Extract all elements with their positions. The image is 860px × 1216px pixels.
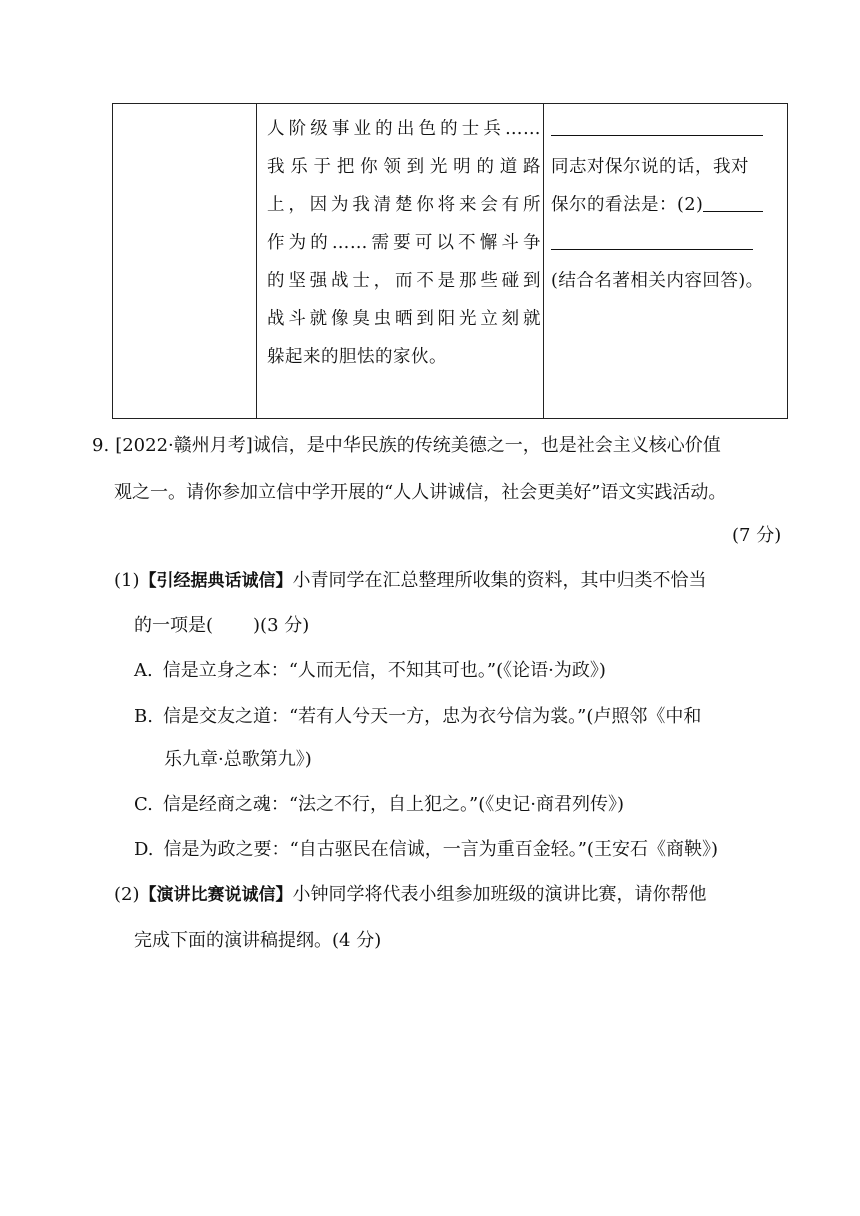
question-number: 9.	[92, 435, 110, 456]
option-text: 信是立身之本：“人而无信，不知其可也。”(《论语·为政》)	[162, 660, 606, 681]
quote-line: 躲起来的胆怯的家伙。	[267, 347, 447, 367]
option-letter: D.	[134, 839, 154, 860]
answer-table	[112, 103, 788, 419]
part2-line2: 完成下面的演讲稿提纲。(4 分)	[134, 930, 382, 951]
quote-line: 作为的……需要可以不懈斗争	[267, 233, 541, 253]
answer-line: (结合名著相关内容回答)。	[551, 271, 764, 291]
question-text: [2022·赣州月考]诚信，是中华民族的传统美德之一，也是社会主义核心价值	[115, 435, 721, 456]
option-b-continued: 乐九章·总歌第九》)	[164, 749, 312, 770]
question-9-line2: 观之一。请你参加立信中学开展的“人人讲诚信，社会更美好”语文实践活动。	[114, 482, 727, 503]
question-9-line1	[92, 434, 721, 458]
part1-prompt: 的一项是(	[134, 615, 214, 636]
answer-blank-row	[551, 110, 787, 148]
option-text: 信是为政之要：“自古驱民在信诚，一言为重百金轻。”(王安石《商鞅》)	[163, 839, 718, 860]
quote-line: 战斗就像臭虫晒到阳光立刻就	[267, 309, 541, 329]
quote-line: 我乐于把你领到光明的道路	[267, 157, 541, 177]
option-d	[134, 838, 718, 862]
option-text: 信是交友之道：“若有人兮天一方，忠为衣兮信为裳。”(卢照邻《中和	[162, 706, 702, 727]
part2-title: 【演讲比赛说诚信】	[139, 885, 293, 905]
part2-line1	[114, 883, 707, 907]
part1-label: (1)	[114, 570, 140, 591]
option-a	[134, 659, 606, 683]
answer-blank[interactable]	[551, 115, 763, 136]
table-divider-left	[256, 104, 257, 418]
option-c	[134, 793, 624, 817]
option-letter: C.	[134, 794, 153, 815]
question-score: (7 分)	[732, 525, 782, 546]
answer-blank[interactable]	[551, 229, 753, 250]
answer-line-with-blank	[551, 186, 787, 224]
option-b	[134, 705, 701, 729]
part1-line1	[114, 569, 707, 593]
part1-line2	[134, 614, 309, 638]
part1-text: 小青同学在汇总整理所收集的资料，其中归类不恰当	[292, 570, 707, 591]
quote-line: 人阶级事业的出色的士兵……	[267, 119, 541, 139]
answer-blank[interactable]	[703, 191, 763, 212]
quote-line: 的坚强战士，而不是那些碰到	[267, 271, 541, 291]
table-cell-answer	[551, 110, 787, 300]
part2-text: 小钟同学将代表小组参加班级的演讲比赛，请你帮他	[292, 884, 707, 905]
table-divider-right	[543, 104, 544, 418]
answer-blank-row	[551, 224, 787, 262]
part1-title: 【引经据典话诚信】	[139, 571, 293, 591]
option-letter: B.	[134, 706, 153, 727]
answer-prompt: 保尔的看法是：(2)	[551, 195, 704, 215]
part2-label: (2)	[114, 884, 140, 905]
table-cell-quote	[267, 110, 541, 376]
option-text: 信是经商之魂：“法之不行，自上犯之。”(《史记·商君列传》)	[162, 794, 625, 815]
option-letter: A.	[134, 660, 153, 681]
part1-score: )(3 分)	[253, 615, 310, 636]
answer-line: 同志对保尔说的话，我对	[551, 157, 749, 177]
quote-line: 上，因为我清楚你将来会有所	[267, 195, 541, 215]
